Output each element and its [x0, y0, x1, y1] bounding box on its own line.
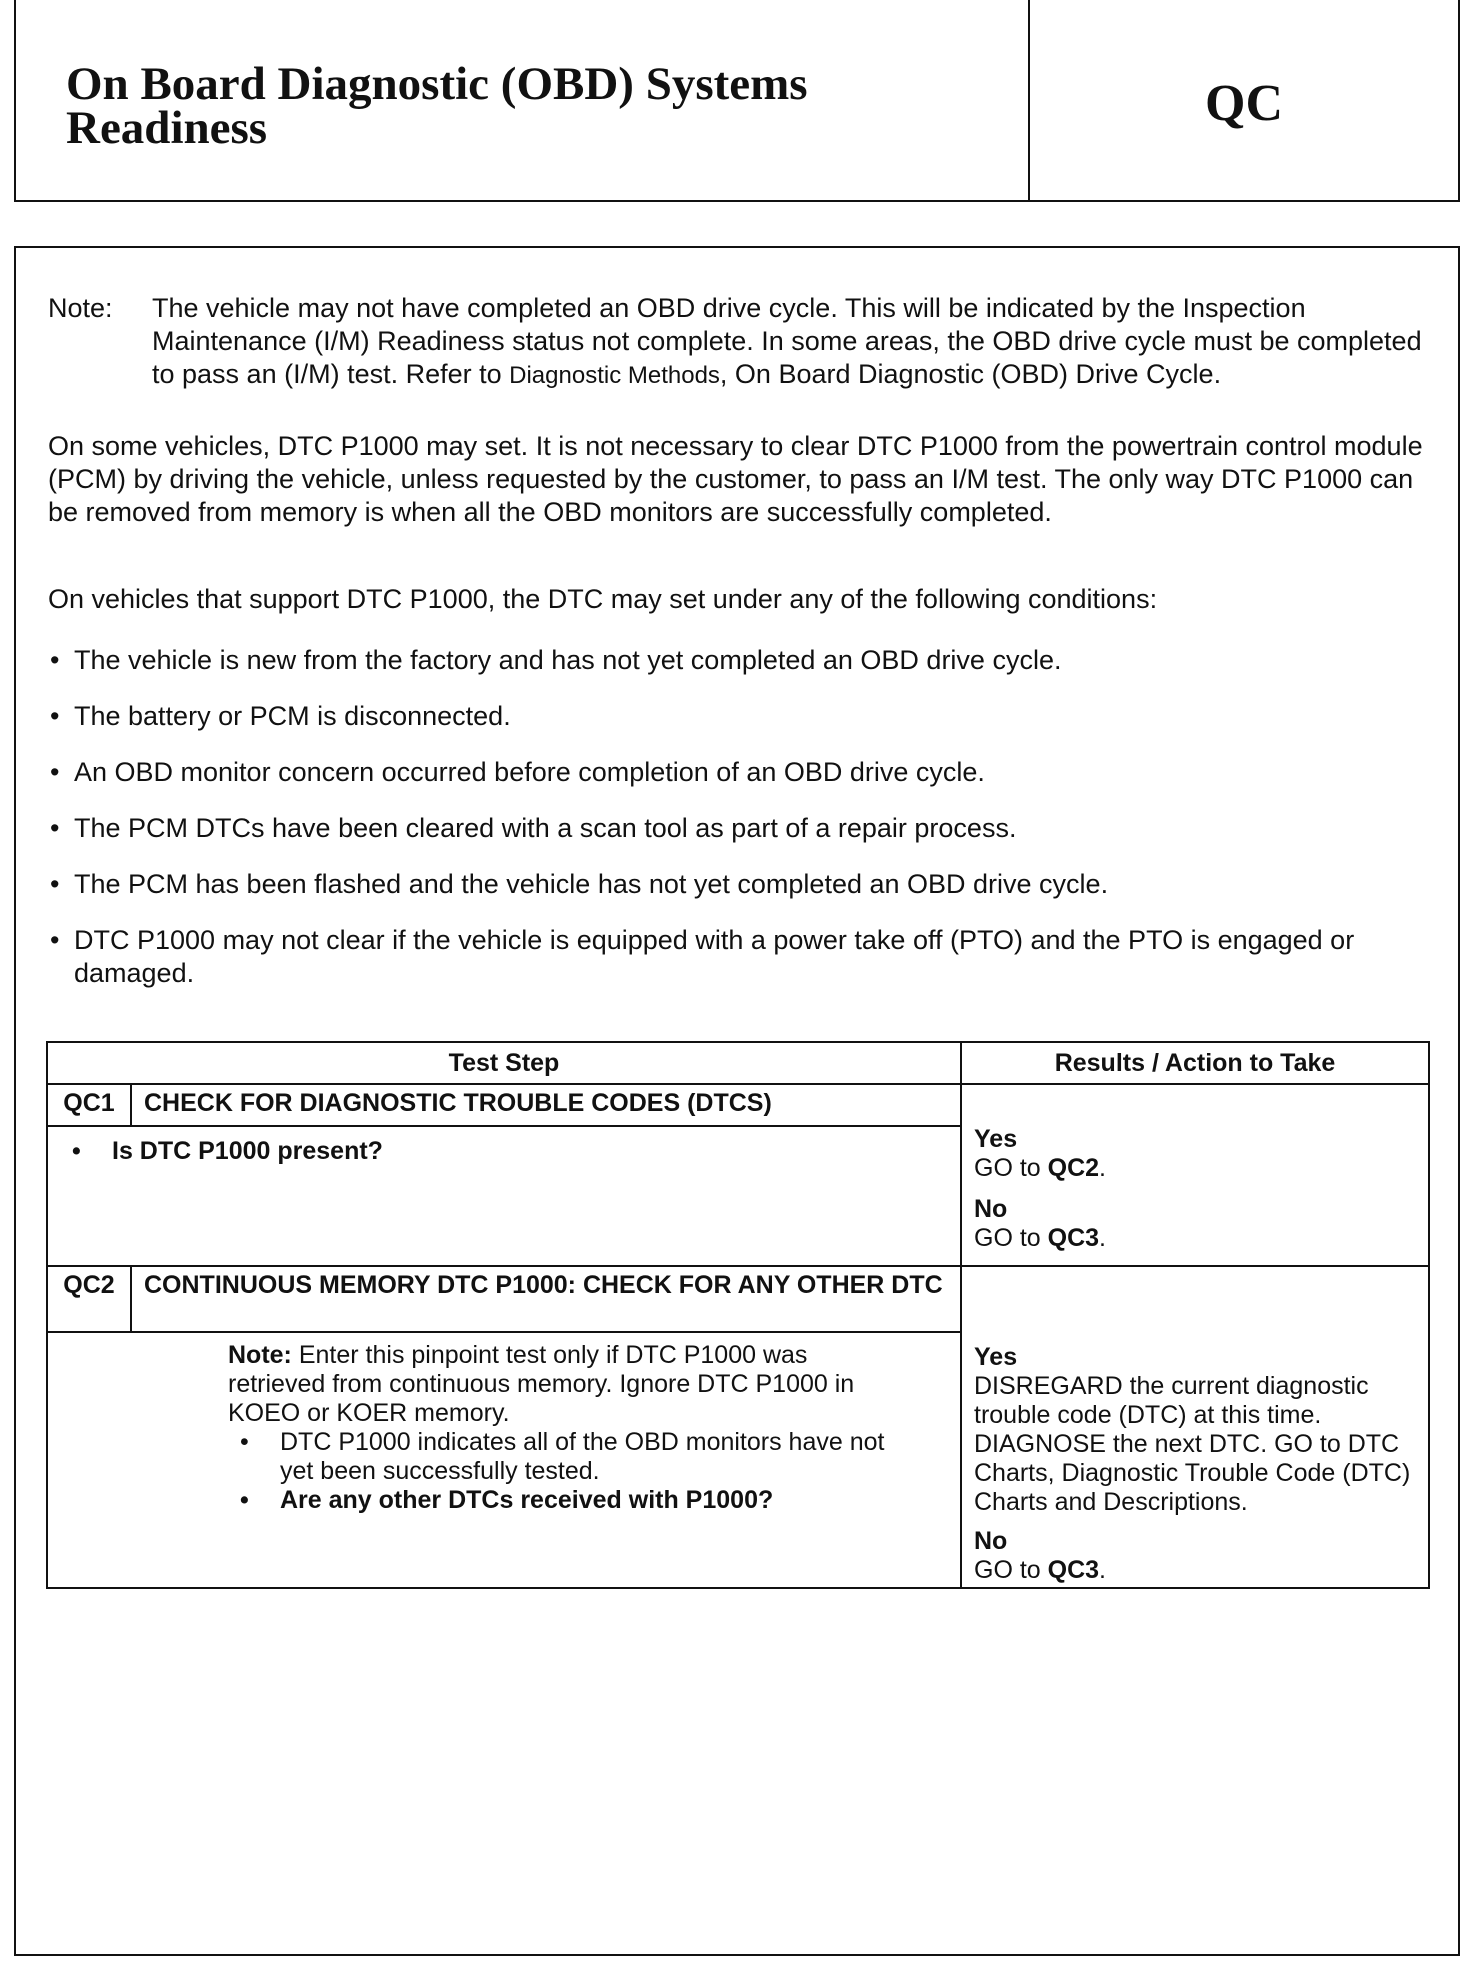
- page-title: [16, 0, 1030, 200]
- page-title-line1: On Board Diagnostic (OBD) Systems: [66, 58, 808, 110]
- list-item: • The vehicle is new from the factory and has not yet completed an OBD drive cycle.: [48, 644, 1438, 677]
- step-title: CHECK FOR DIAGNOSTIC TROUBLE CODES (DTCS): [131, 1084, 961, 1126]
- conditions-intro: On vehicles that support DTC P1000, the DTC may set under any of the following conditions:: [48, 584, 1158, 614]
- note-text-part1: The vehicle may not have completed an OBD drive cycle. This will be indicated by the Inspection Maintenance (I/M) Readiness status not complete. In some areas, the OBD drive cycle must be completed to pass an (I/M) test. Refer to: [152, 293, 1422, 389]
- step-question: • Is DTC P1000 present?: [72, 1137, 948, 1166]
- header-test-step: Test Step: [47, 1042, 961, 1084]
- table-header-row: [47, 1042, 1429, 1084]
- note-text-part2: , On Board Diagnostic (OBD) Drive Cycle.: [719, 359, 1222, 389]
- yes-action: DISREGARD the current diagnostic trouble code (DTC) at this time. DIAGNOSE the next DTC. GO to DTC Charts, Diagnostic Trouble Code (DTC) Charts and Descriptions.: [974, 1372, 1411, 1516]
- page-header: [14, 0, 1460, 202]
- content-panel: [14, 246, 1460, 1956]
- no-action-end: .: [1099, 1224, 1106, 1252]
- test-step-table: [46, 1041, 1430, 1589]
- goto-link[interactable]: QC2: [1047, 1154, 1100, 1182]
- yes-action: [974, 1154, 1424, 1183]
- step-title: CONTINUOUS MEMORY DTC P1000: CHECK FOR ANY OTHER DTC: [131, 1266, 961, 1332]
- note-block: [48, 292, 1428, 392]
- yes-label: Yes: [974, 1125, 1018, 1153]
- question-list: [228, 1428, 888, 1515]
- step-results: [961, 1266, 1429, 1588]
- no-label: No: [974, 1195, 1008, 1223]
- step-note: [228, 1341, 888, 1428]
- list-item: • An OBD monitor concern occurred before completion of an OBD drive cycle.: [48, 756, 1438, 789]
- list-item: • The battery or PCM is disconnected.: [48, 700, 1438, 733]
- no-label: No: [974, 1527, 1008, 1555]
- step-question: • Are any other DTCs received with P1000?: [240, 1486, 888, 1515]
- conditions-list: [48, 644, 1438, 990]
- step-code: QC1: [47, 1084, 131, 1126]
- list-item: • The PCM DTCs have been cleared with a scan tool as part of a repair process.: [48, 812, 1438, 845]
- yes-action-end: .: [1099, 1154, 1106, 1182]
- no-action: [974, 1556, 1424, 1587]
- step-body: [47, 1126, 961, 1266]
- no-action: [974, 1224, 1424, 1257]
- page-title-line2: Readiness: [66, 102, 268, 154]
- note-text: [152, 292, 1428, 392]
- list-item: • DTC P1000 may not clear if the vehicle is equipped with a power take off (PTO) and the PTO is engaged or damaged.: [48, 924, 1438, 990]
- step-results: [961, 1084, 1429, 1266]
- note-label: Note:: [48, 293, 113, 323]
- no-action-text: GO to: [974, 1224, 1048, 1252]
- step-body: [47, 1332, 961, 1588]
- step-code: QC2: [47, 1266, 131, 1332]
- goto-link[interactable]: QC3: [1047, 1224, 1100, 1252]
- yes-label: Yes: [974, 1343, 1018, 1371]
- section-code: QC: [1205, 74, 1283, 132]
- step-note-text: Enter this pinpoint test only if DTC P1000 was retrieved from continuous memory. Ignore DTC P1000 in KOEO or KOER memory.: [228, 1341, 855, 1427]
- yes-action-text: GO to: [974, 1154, 1048, 1182]
- goto-link[interactable]: QC3: [1047, 1556, 1100, 1584]
- header-results: Results / Action to Take: [961, 1042, 1429, 1084]
- intro-paragraph: On some vehicles, DTC P1000 may set. It is not necessary to clear DTC P1000 from the powertrain control module (PCM) by driving the vehicle, unless requested by the customer, to pass an I/M test. The only way DTC P1000 can be removed from memory is when all the OBD monitors are successfully completed.: [48, 431, 1423, 527]
- question-list: [60, 1137, 948, 1166]
- table-row: [47, 1266, 1429, 1332]
- table-row: [47, 1084, 1429, 1126]
- note-reference-link[interactable]: Diagnostic Methods: [509, 362, 720, 389]
- list-item: • DTC P1000 indicates all of the OBD monitors have not yet been successfully tested.: [240, 1428, 888, 1486]
- no-action-text: GO to: [974, 1556, 1048, 1584]
- no-action-end: .: [1099, 1556, 1106, 1584]
- list-item: • The PCM has been flashed and the vehicle has not yet completed an OBD drive cycle.: [48, 868, 1438, 901]
- step-note-label: Note:: [228, 1341, 292, 1369]
